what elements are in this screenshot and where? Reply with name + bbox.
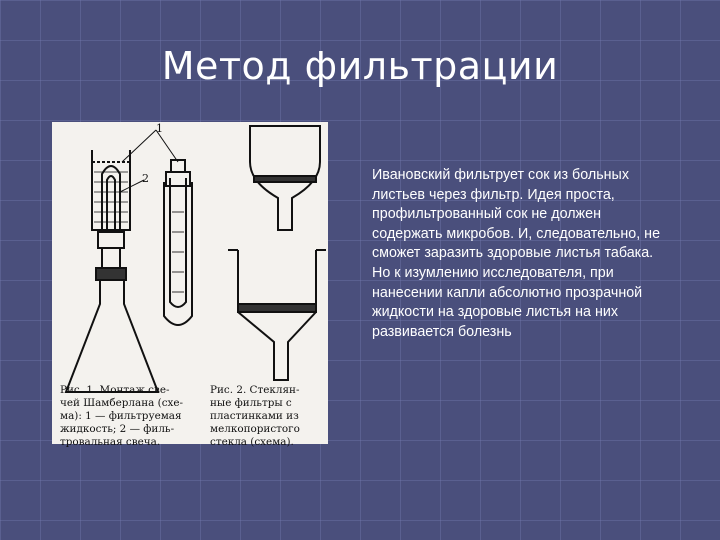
figure-2-caption: Рис. 2. Стеклян- ные фильтры с пластинками из мелкопористого стекла (схема).: [210, 384, 300, 448]
body-text: Ивановский фильтрует сок из больных листьев через фильтр. Идея проста, профильтрованный сок не должен содержать микробов. И, следовательно, не сможет заразить здоровые листья табака. Но к изумлению исследователя, при нанесении капли абсолютно прозрачной жидкости на здоровые листья на них развивается болезнь: [372, 167, 661, 340]
flask-outline: [66, 280, 158, 392]
test-tube: [164, 182, 192, 325]
glass-filter-bottom: [238, 250, 316, 304]
liquid-hatch: [94, 172, 128, 222]
label-1: 1: [156, 122, 163, 135]
figure-1-caption: Рис. 1. Монтаж све- чей Шамберлана (схе- ма): 1 — фильтруемая жидкость; 2 — филь- тровальная свеча.: [60, 384, 184, 448]
label-2: 2: [142, 172, 149, 185]
slide-title: Метод фильтрации: [161, 44, 559, 88]
figure-panel: [52, 122, 328, 448]
